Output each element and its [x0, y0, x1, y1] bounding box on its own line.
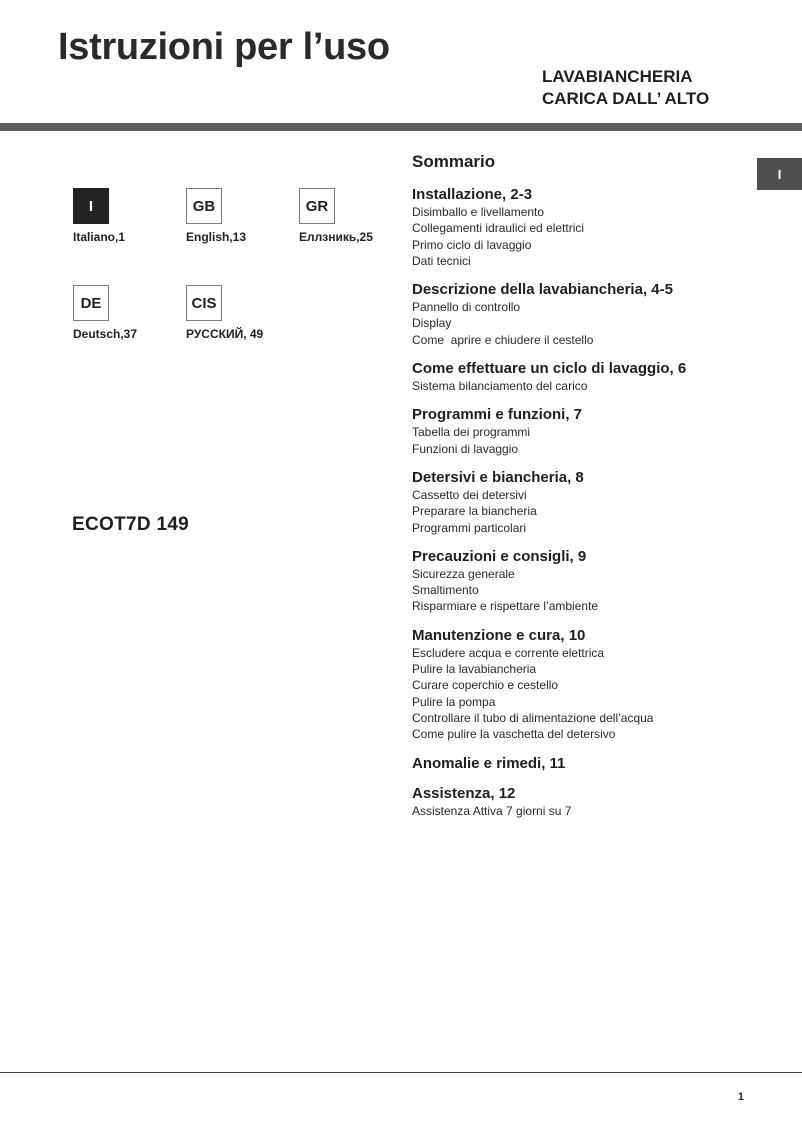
- page-number: 1: [737, 1091, 744, 1103]
- language-code-box: I: [73, 188, 109, 224]
- toc-item[interactable]: Tabella dei programmi: [412, 425, 531, 440]
- toc-item[interactable]: Display: [412, 316, 452, 331]
- toc-item[interactable]: Sistema bilanciamento del carico: [412, 379, 588, 394]
- toc-item[interactable]: Come pulire la vaschetta del detersivo: [412, 727, 616, 742]
- language-item-greek[interactable]: [299, 188, 411, 244]
- toc-item[interactable]: Pulire la lavabiancheria: [412, 662, 537, 677]
- subtitle-line-1: LAVABIANCHERIA: [542, 67, 693, 86]
- toc-item[interactable]: Controllare il tubo di alimentazione dell’acqua: [412, 710, 654, 725]
- toc-heading[interactable]: Installazione, 2-3: [412, 186, 533, 203]
- toc-section: [412, 281, 797, 348]
- page-title: Istruzioni per l’uso: [58, 26, 390, 68]
- language-code-box: GB: [186, 188, 222, 224]
- header-divider: [0, 123, 802, 131]
- toc-heading[interactable]: Manutenzione e cura, 10: [412, 626, 586, 644]
- toc-section: [412, 548, 797, 615]
- language-label: Deutsch,37: [73, 327, 138, 341]
- language-code-box: GR: [299, 188, 335, 224]
- toc-item[interactable]: Curare coperchio e cestello: [412, 678, 559, 693]
- toc-heading[interactable]: Assistenza, 12: [412, 784, 516, 802]
- subtitle-line-2: CARICA DALL’ ALTO: [542, 89, 710, 108]
- toc-heading[interactable]: Anomalie e rimedi, 11: [412, 754, 566, 772]
- language-item-italian[interactable]: [73, 188, 185, 244]
- toc-item[interactable]: Preparare la biancheria: [412, 504, 537, 519]
- toc-item[interactable]: Programmi particolari: [412, 520, 527, 535]
- language-item-english[interactable]: [186, 188, 298, 244]
- toc-item[interactable]: Collegamenti idraulici ed elettrici: [412, 221, 585, 236]
- toc-item[interactable]: Primo ciclo di lavaggio: [412, 237, 532, 252]
- toc-heading[interactable]: Come effettuare un ciclo di lavaggio, 6: [412, 360, 687, 378]
- language-item-german[interactable]: [73, 285, 185, 341]
- toc-section: [412, 186, 797, 269]
- language-label: РУССКИЙ, 49: [186, 327, 264, 341]
- toc-item[interactable]: Risparmiare e rispettare l’ambiente: [412, 599, 599, 614]
- footer-divider: [0, 1072, 802, 1073]
- toc-section: [412, 469, 797, 536]
- toc-item[interactable]: Smaltimento: [412, 583, 479, 598]
- toc-heading[interactable]: Descrizione della lavabiancheria, 4-5: [412, 281, 673, 299]
- language-label: English,13: [186, 230, 247, 244]
- toc-heading[interactable]: Precauzioni e consigli, 9: [412, 547, 587, 565]
- toc-section: [412, 406, 797, 457]
- toc-item[interactable]: Pulire la pompa: [412, 694, 496, 709]
- language-item-russian[interactable]: [186, 285, 298, 341]
- product-subtitle: [542, 66, 709, 110]
- toc-item[interactable]: Come aprire e chiudere il cestello: [412, 332, 594, 347]
- language-label: Italiano,1: [73, 230, 126, 244]
- toc-section: [412, 785, 797, 819]
- table-of-contents: [412, 152, 797, 831]
- toc-section: [412, 360, 797, 394]
- toc-item[interactable]: Escludere acqua e corrente elettrica: [412, 645, 605, 660]
- toc-item[interactable]: Pannello di controllo: [412, 300, 521, 315]
- toc-item[interactable]: Cassetto dei detersivi: [412, 487, 527, 502]
- language-tab: I: [757, 158, 802, 190]
- toc-item[interactable]: Dati tecnici: [412, 253, 471, 268]
- toc-section: [412, 755, 797, 773]
- model-number: ECOT7D 149: [72, 514, 190, 535]
- toc-section: [412, 627, 797, 743]
- toc-heading[interactable]: Detersivi e biancheria, 8: [412, 468, 584, 486]
- toc-item[interactable]: Sicurezza generale: [412, 566, 515, 581]
- toc-heading[interactable]: Programmi e funzioni, 7: [412, 406, 583, 424]
- toc-item[interactable]: Assistenza Attiva 7 giorni su 7: [412, 803, 572, 818]
- language-code-box: DE: [73, 285, 109, 321]
- toc-title: Sommario: [412, 152, 496, 171]
- language-label: Еллзникь,25: [299, 230, 373, 244]
- toc-item[interactable]: Disimballo e livellamento: [412, 205, 545, 219]
- toc-item[interactable]: Funzioni di lavaggio: [412, 441, 519, 456]
- language-code-box: CIS: [186, 285, 222, 321]
